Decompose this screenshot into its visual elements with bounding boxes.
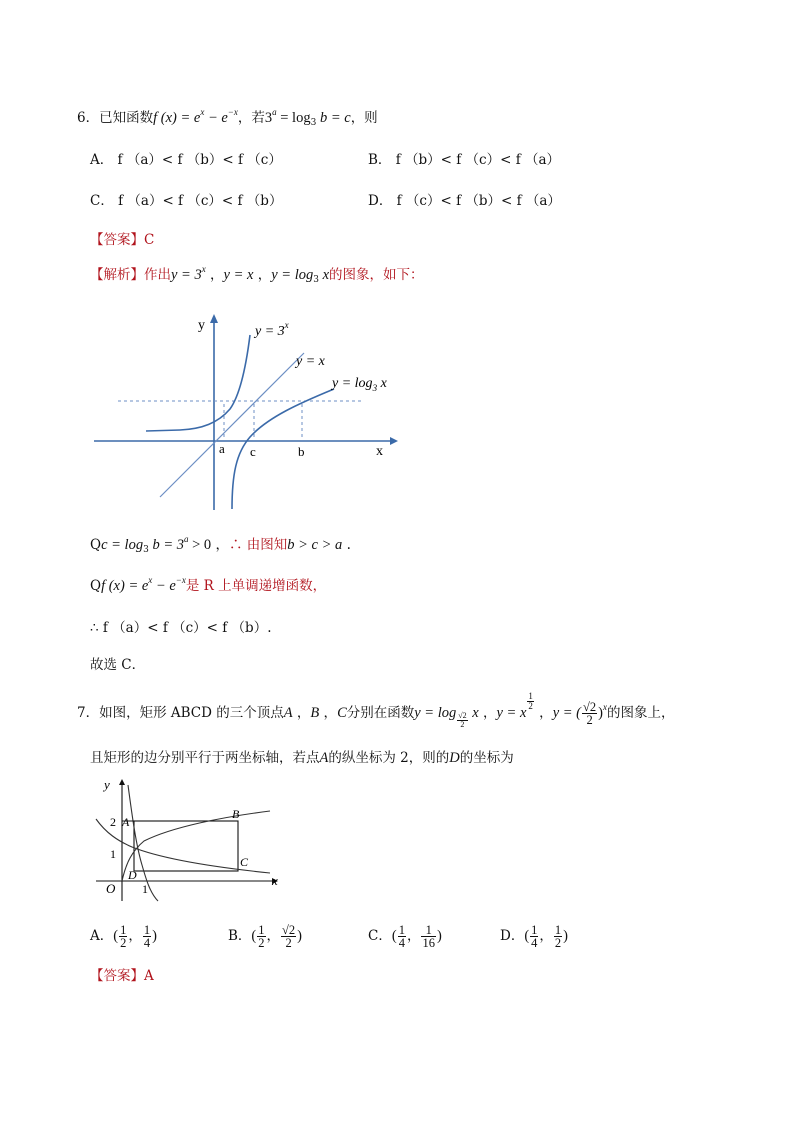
graph-tick-c: c bbox=[250, 444, 256, 459]
graph-label-x: x bbox=[376, 444, 383, 459]
graph-tick-b: b bbox=[298, 444, 305, 459]
graph-label-exp: $y = 3^x$ bbox=[255, 320, 289, 339]
q6-option-a[interactable]: A． f （a）< f （b）< f （c） bbox=[90, 152, 282, 168]
q6-analysis: 【解析】作出$y = 3^x$ ，y = x ，$y = \log_3 x$的图象，如下： bbox=[90, 264, 424, 285]
graph-label-d: D bbox=[128, 868, 137, 882]
q7-rectangle-graph bbox=[92, 775, 292, 905]
q6-function-graph bbox=[90, 305, 410, 515]
q6-option-d[interactable]: D． f （c）< f （b）< f （a） bbox=[368, 193, 561, 209]
q6-option-b[interactable]: B． f （b）< f （c）< f （a） bbox=[368, 152, 561, 168]
curve-y-equals-x bbox=[160, 353, 304, 497]
curve-logarithm bbox=[232, 389, 334, 509]
q7-option-a[interactable]: A．( $\frac{1}{2}$ ， $\frac{1}{4}$ ) bbox=[90, 923, 157, 950]
graph-tick-a: a bbox=[219, 441, 225, 456]
graph-label-b: B bbox=[232, 807, 240, 821]
q6-answer: 【答案】C bbox=[90, 232, 155, 248]
q6-stem: 6．已知函数f $(x) = e^x - e^{-x}$，若$3^a = \log_3 b = c$，则 bbox=[77, 107, 378, 128]
x-axis-arrow bbox=[390, 437, 398, 445]
q7-option-d[interactable]: D．( $\frac{1}{4}$ ， $\frac{1}{2}$ ) bbox=[500, 923, 569, 950]
graph-label-origin: O bbox=[106, 881, 116, 896]
rectangle-abcd bbox=[134, 821, 238, 871]
graph-label-log: $y = \log_3 x$ bbox=[332, 376, 387, 393]
q6-analysis-line-3: ∴ f （a）< f （c）< f （b）. bbox=[90, 620, 272, 636]
q6-analysis-line-2: Qf $(x) = e^x - e^{-x}$是 R 上单调递增函数， bbox=[90, 575, 327, 594]
curve-exponential bbox=[146, 335, 250, 431]
graph-label-linear: y = x bbox=[296, 354, 325, 369]
y-axis-arrow bbox=[119, 779, 125, 785]
graph-label-a: A bbox=[122, 815, 130, 829]
q6-analysis-line-4: 故选 C． bbox=[90, 657, 146, 673]
graph-label-1x: 1 bbox=[142, 882, 148, 896]
q7-answer: 【答案】A bbox=[90, 968, 154, 984]
q7-option-b[interactable]: B．( $\frac{1}{2}$ ， $\frac{√2}{2}$ ) bbox=[228, 923, 302, 950]
graph-label-y: y bbox=[198, 318, 205, 333]
q7-option-c[interactable]: C．( $\frac{1}{4}$ ， $\frac{1}{16}$ ) bbox=[368, 923, 442, 950]
q7-stem: 7．如图，矩形 ABCD 的三个顶点A ，B ，C分别在函数y = log $\frac{√2}{2}$ x ，y = x $\frac{1}{2}$ ，y = ( $\frac{√2}{2}$ )$^x$的图象上， bbox=[77, 691, 675, 729]
graph-label-2: 2 bbox=[110, 815, 116, 829]
graph-label-y: y bbox=[104, 777, 110, 792]
q6-option-c[interactable]: C． f （a）< f （c）< f （b） bbox=[90, 193, 283, 209]
q6-analysis-line-1: $Qc = \log_3 b = 3^a > 0$ ，∴ 由图知b > c > a . bbox=[90, 534, 351, 555]
q7-stem-line-2: 且矩形的边分别平行于两坐标轴，若点A的纵坐标为 2，则的D的坐标为 bbox=[90, 750, 514, 766]
graph-label-c: C bbox=[240, 855, 249, 869]
y-axis-arrow bbox=[210, 314, 218, 323]
graph-label-1y: 1 bbox=[110, 847, 116, 861]
graph-label-x: x bbox=[272, 873, 278, 888]
